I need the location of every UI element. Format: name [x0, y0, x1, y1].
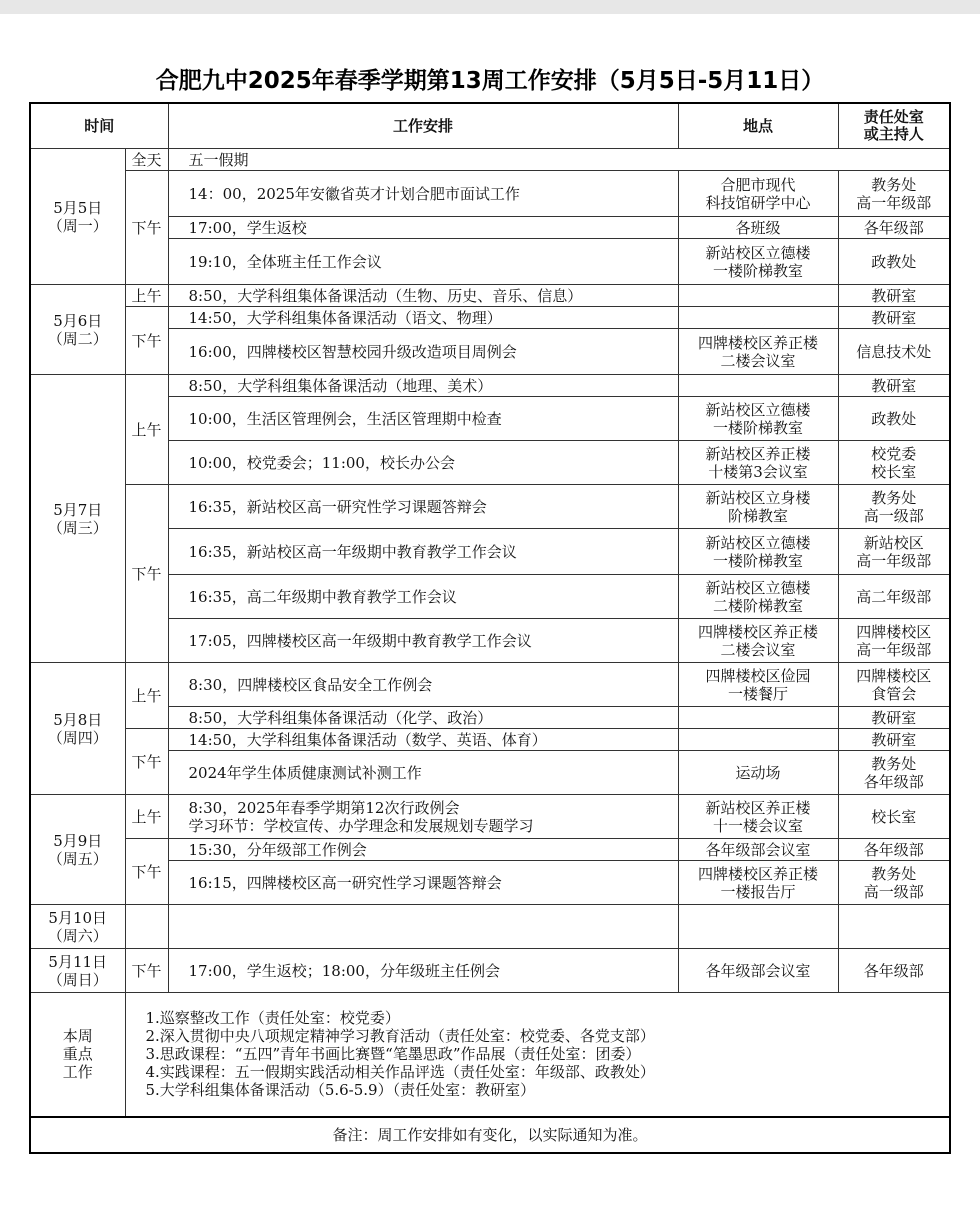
date-cell: 5月9日 （周五）	[30, 795, 125, 905]
person-cell: 信息技术处	[838, 329, 950, 375]
person-cell: 教研室	[838, 285, 950, 307]
focus-row	[30, 993, 950, 1117]
person-cell	[838, 905, 950, 949]
work-cell: 五一假期	[168, 149, 950, 171]
period-cell: 下午	[125, 171, 168, 285]
person-cell: 高二年级部	[838, 575, 950, 619]
table-row	[30, 375, 950, 397]
person-cell: 各年级部	[838, 217, 950, 239]
work-cell: 10:00，校党委会；11:00，校长办公会	[168, 441, 678, 485]
work-cell: 8:30，2025年春季学期第12次行政例会 学习环节：学校宣传、办学理念和发展规划专题学习	[168, 795, 678, 839]
location-cell: 新站校区养正楼 十楼第3会议室	[678, 441, 838, 485]
location-cell	[678, 729, 838, 751]
note-row	[30, 1117, 950, 1153]
person-cell: 四牌楼校区 高一年级部	[838, 619, 950, 663]
work-cell: 19:10，全体班主任工作会议	[168, 239, 678, 285]
location-cell: 运动场	[678, 751, 838, 795]
period-cell: 下午	[125, 839, 168, 905]
person-cell: 教研室	[838, 375, 950, 397]
table-row	[30, 949, 950, 993]
person-cell: 校长室	[838, 795, 950, 839]
location-cell: 新站校区立德楼 一楼阶梯教室	[678, 397, 838, 441]
table-row	[30, 905, 950, 949]
location-cell: 新站校区立德楼 一楼阶梯教室	[678, 529, 838, 575]
header-work: 工作安排	[168, 103, 678, 149]
work-cell: 16:35，高二年级期中教育教学工作会议	[168, 575, 678, 619]
person-cell: 教研室	[838, 307, 950, 329]
table-row	[30, 729, 950, 751]
date-cell: 5月6日 （周二）	[30, 285, 125, 375]
focus-label: 本周 重点 工作	[30, 993, 125, 1117]
date-cell: 5月7日 （周三）	[30, 375, 125, 663]
person-cell: 各年级部	[838, 949, 950, 993]
person-cell: 新站校区 高一年级部	[838, 529, 950, 575]
table-row	[30, 397, 950, 441]
work-cell: 8:50，大学科组集体备课活动（生物、历史、音乐、信息）	[168, 285, 678, 307]
table-row	[30, 441, 950, 485]
header-row	[30, 103, 950, 149]
date-cell: 5月8日 （周四）	[30, 663, 125, 795]
focus-items: 1.巡察整改工作（责任处室：校党委） 2.深入贯彻中央八项规定精神学习教育活动（责任处室：校党委、各党支部） 3.思政课程：“五四”青年书画比赛暨“笔墨思政”作品展（责任处室：团委） 4.实践课程：五一假期实践活动相关作品评选（责任处室：年级部、政教处） 5.大学科组集体备课活动（5.6-5.9）（责任处室：教研室）	[125, 993, 950, 1117]
header-person: 责任处室 或主持人	[838, 103, 950, 149]
period-cell: 下午	[125, 949, 168, 993]
work-cell: 14:50，大学科组集体备课活动（数学、英语、体育）	[168, 729, 678, 751]
top-bar	[0, 0, 980, 14]
person-cell: 教务处 高一年级部	[838, 171, 950, 217]
work-cell: 15:30，分年级部工作例会	[168, 839, 678, 861]
period-cell: 下午	[125, 307, 168, 375]
period-cell: 上午	[125, 795, 168, 839]
date-cell: 5月5日 （周一）	[30, 149, 125, 285]
location-cell: 各班级	[678, 217, 838, 239]
table-row	[30, 839, 950, 861]
table-row	[30, 529, 950, 575]
work-cell: 14：00，2025年安徽省英才计划合肥市面试工作	[168, 171, 678, 217]
location-cell	[678, 707, 838, 729]
table-row	[30, 239, 950, 285]
table-row	[30, 707, 950, 729]
table-row	[30, 619, 950, 663]
work-cell: 16:35，新站校区高一年级期中教育教学工作会议	[168, 529, 678, 575]
work-cell: 17:00，学生返校	[168, 217, 678, 239]
table-row	[30, 485, 950, 529]
work-cell: 14:50，大学科组集体备课活动（语文、物理）	[168, 307, 678, 329]
period-cell: 上午	[125, 375, 168, 485]
location-cell: 四牌楼校区养正楼 二楼会议室	[678, 329, 838, 375]
person-cell: 教研室	[838, 707, 950, 729]
table-row	[30, 861, 950, 905]
date-cell: 5月11日 （周日）	[30, 949, 125, 993]
location-cell: 四牌楼校区养正楼 一楼报告厅	[678, 861, 838, 905]
person-cell: 各年级部	[838, 839, 950, 861]
table-row	[30, 663, 950, 707]
work-cell: 10:00，生活区管理例会，生活区管理期中检查	[168, 397, 678, 441]
period-cell: 下午	[125, 485, 168, 663]
work-cell: 17:00，学生返校；18:00，分年级班主任例会	[168, 949, 678, 993]
note-text: 备注：周工作安排如有变化，以实际通知为准。	[30, 1117, 950, 1153]
date-cell: 5月10日 （周六）	[30, 905, 125, 949]
location-cell: 四牌楼校区养正楼 二楼会议室	[678, 619, 838, 663]
location-cell: 新站校区养正楼 十一楼会议室	[678, 795, 838, 839]
page-title: 合肥九中2025年春季学期第13周工作安排（5月5日-5月11日）	[155, 68, 825, 94]
location-cell: 新站校区立德楼 一楼阶梯教室	[678, 239, 838, 285]
person-cell: 教务处 高一级部	[838, 485, 950, 529]
location-cell	[678, 905, 838, 949]
location-cell: 各年级部会议室	[678, 839, 838, 861]
person-cell: 教研室	[838, 729, 950, 751]
table-row	[30, 575, 950, 619]
work-cell: 2024年学生体质健康测试补测工作	[168, 751, 678, 795]
person-cell: 教务处 高一级部	[838, 861, 950, 905]
work-cell: 8:50，大学科组集体备课活动（地理、美术）	[168, 375, 678, 397]
location-cell: 四牌楼校区俭园 一楼餐厅	[678, 663, 838, 707]
period-cell	[125, 905, 168, 949]
table-row	[30, 149, 950, 171]
location-cell	[678, 285, 838, 307]
location-cell: 新站校区立德楼 二楼阶梯教室	[678, 575, 838, 619]
person-cell: 四牌楼校区 食管会	[838, 663, 950, 707]
work-cell: 17:05，四牌楼校区高一年级期中教育教学工作会议	[168, 619, 678, 663]
table-row	[30, 795, 950, 839]
table-row	[30, 171, 950, 217]
period-cell: 上午	[125, 663, 168, 729]
location-cell: 新站校区立身楼 阶梯教室	[678, 485, 838, 529]
work-cell	[168, 905, 678, 949]
person-cell: 校党委 校长室	[838, 441, 950, 485]
table-row	[30, 329, 950, 375]
table-row	[30, 217, 950, 239]
table-row	[30, 751, 950, 795]
table-row	[30, 285, 950, 307]
period-cell: 下午	[125, 729, 168, 795]
person-cell: 政教处	[838, 397, 950, 441]
location-cell	[678, 375, 838, 397]
header-location: 地点	[678, 103, 838, 149]
person-cell: 政教处	[838, 239, 950, 285]
header-time: 时间	[30, 103, 168, 149]
work-cell: 8:30，四牌楼校区食品安全工作例会	[168, 663, 678, 707]
table-row	[30, 307, 950, 329]
period-cell: 全天	[125, 149, 168, 171]
work-cell: 16:00，四牌楼校区智慧校园升级改造项目周例会	[168, 329, 678, 375]
schedule-table	[29, 102, 951, 1154]
work-cell: 16:35，新站校区高一研究性学习课题答辩会	[168, 485, 678, 529]
person-cell: 教务处 各年级部	[838, 751, 950, 795]
period-cell: 上午	[125, 285, 168, 307]
location-cell: 合肥市现代 科技馆研学中心	[678, 171, 838, 217]
work-cell: 8:50，大学科组集体备课活动（化学、政治）	[168, 707, 678, 729]
work-cell: 16:15，四牌楼校区高一研究性学习课题答辩会	[168, 861, 678, 905]
location-cell	[678, 307, 838, 329]
location-cell: 各年级部会议室	[678, 949, 838, 993]
